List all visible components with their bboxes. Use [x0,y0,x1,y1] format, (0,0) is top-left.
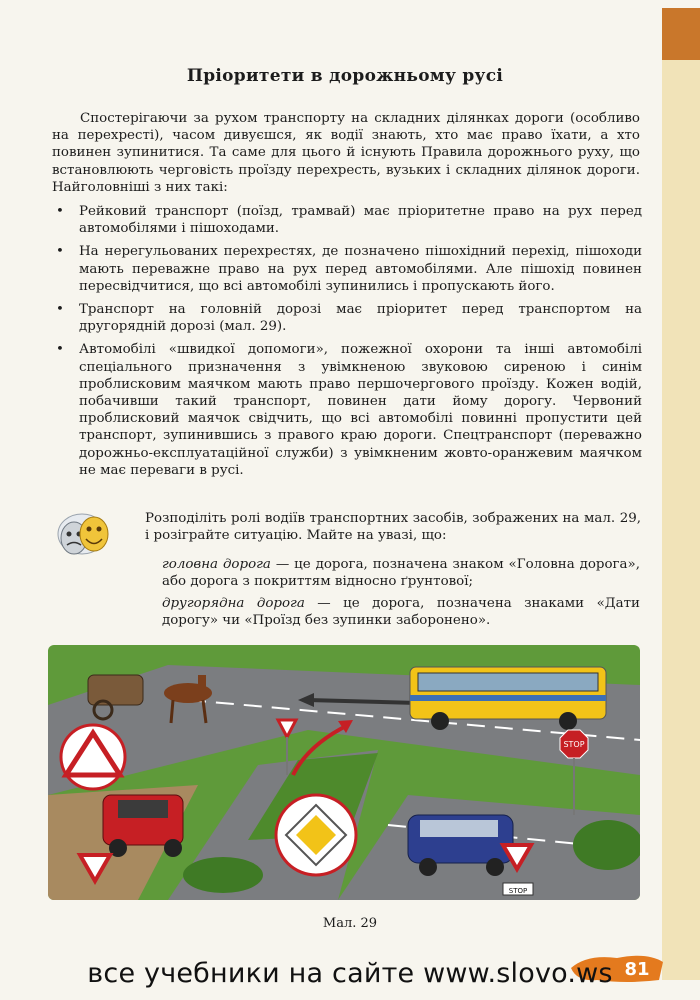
definition-main-road [162,556,640,590]
svg-text:STOP: STOP [508,887,528,895]
intersection-illustration [48,645,640,900]
definition-term: головна дорога [162,557,271,572]
page-title: Пріоритети в дорожньому русі [186,66,504,86]
rules-list [52,203,642,485]
definition-secondary-road [162,595,640,629]
bullet-marker: • [56,204,64,219]
list-item-text: Рейковий транспорт (поїзд, трамвай) має пріоритетне право на рух перед автомобілями і пішоходами. [79,204,642,237]
list-item-text: Автомобілі «швидкої допомоги», пожежної охорони та інші автомобілі спеціального призначення з увімкненою звуковою сиреною і синім проблисковим маячком мають право першочергового проїзду. Кожен водій, побачивши такий транспорт, повинен дати йому дорогу. Червоний проблисковий маячок свідчить, що всі автомобілі повинні пропустити цей транспорт, зупинившись з правого краю дороги. Спецтранспорт (переважно дорожньо-експлуатаційної служби) з увімкненим жовто-оранжевим маячком не має переваги в русі. [79,342,642,478]
stop-sign-icon [560,730,588,758]
chapter-tab [662,8,700,60]
figure-caption: Мал. 29 [322,916,378,931]
list-item-text: Транспорт на головній дорозі має пріоритет перед транспортом на другорядній дорозі (мал. 29). [79,302,642,335]
svg-text:STOP: STOP [563,740,585,749]
list-item [52,243,642,295]
bullet-marker: • [56,244,64,260]
intro-paragraph: Спостерігаючи за рухом транспорту на складних ділянках дороги (особливо на перехресті), часом дивуєшся, як водії знають, хто має право їхати, а хто повинен зупинитися. Та саме для цього й існують Правила дорожнього руху, що встановлюють черговість проїзду перехресть, вузьких і складних ділянок дороги. Найголовніші з них такі: [52,111,640,195]
list-item-text: На нерегульованих перехрестях, де позначено пішохідний перехід, пішоходи мають переважне право на рух перед автомобілями. Але пішохід повинен пересвідчитися, що всі автомобілі зупинились і пропускають його. [79,244,642,294]
bullet-marker: • [56,302,64,318]
definition-term: другорядна дорога [162,596,305,611]
list-item [52,301,642,335]
list-item [52,203,642,237]
list-item [52,341,642,479]
definition-text: — це дорога, позначена знаком «Головна дорога», або дорога з покриттям відносно ґрунтової; [162,557,640,590]
main-road-sign-icon [276,795,356,875]
bullet-marker: • [56,342,64,358]
margin-stripe [662,60,700,980]
task-text: Розподіліть ролі водіїв транспортних засобів, зображених на мал. 29, і розіграйте ситуацію. Майте на увазі, що: [145,511,641,544]
footer-watermark: все учебники на сайте www.slovo.ws [87,958,613,989]
give-way-sign-icon [61,725,125,789]
theatre-masks-icon [52,508,132,560]
svg-text:81: 81 [624,959,650,980]
definition-text: — це дорога, позначена знаками «Дати дорогу» чи «Проїзд без зупинки заборонено». [162,596,640,629]
